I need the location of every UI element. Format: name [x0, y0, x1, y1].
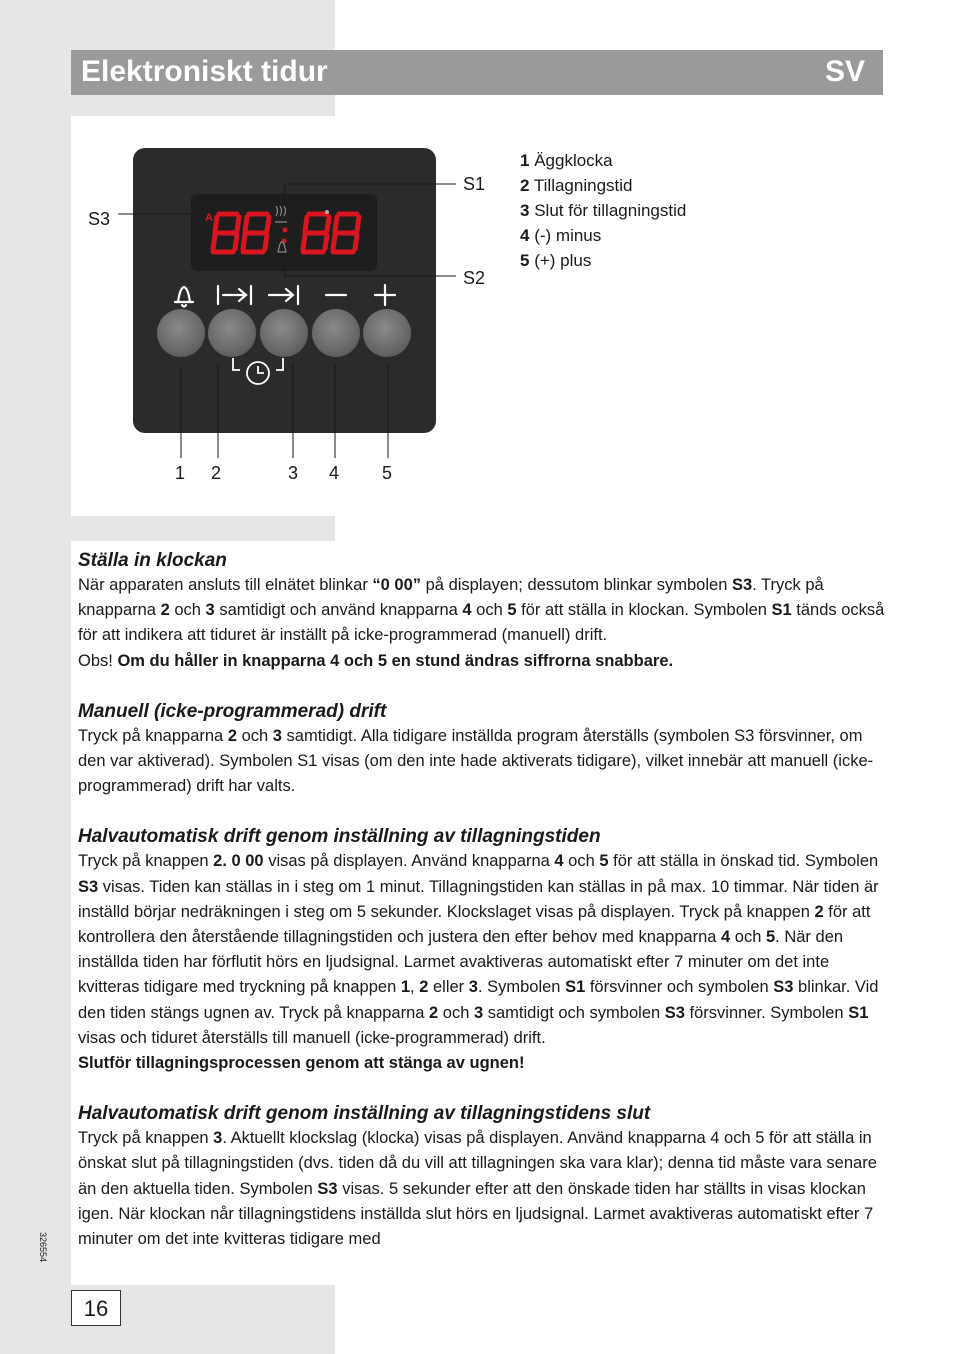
paragraph-note: Obs! Om du håller in knapparna 4 och 5 en stund ändras siffrorna snabbare.: [78, 651, 674, 670]
paragraph: Tryck på knapparna 2 och 3 samtidigt. Alla tidigare inställda program återställs (symbolen S3 försvinner, om den var aktiverad). Symbolen S1 visas (om den inte hade aktiverats tidigare), vilket innebär att manuell (icke-programmerad) drift har valts.: [78, 726, 874, 796]
button-number-4: 4: [329, 463, 340, 483]
page-title: Elektroniskt tidur: [81, 55, 328, 88]
legend-item: 4 (-) minus: [520, 226, 602, 245]
callout-s2: S2: [463, 268, 486, 288]
document-code: 326554: [38, 1232, 48, 1263]
section-heading: Manuell (icke-programmerad) drift: [78, 700, 387, 722]
button-number-1: 1: [175, 463, 186, 483]
button-number-3: 3: [288, 463, 299, 483]
paragraph: Tryck på knappen 2. 0 00 visas på displayen. Använd knapparna 4 och 5 för att ställa in önskad tid. Symbolen S3 visas. Tiden kan ställas in i steg om 1 minut. Tillagningstiden kan ställas in på max. 10 timmar. När tiden är inställd börjar nedräkningen i steg om 5 sekunder. Klockslaget visas på displayen. Tryck på knappen 2 för att kontrollera den återstående tillagningstiden och justera den efter behov med knapparna 4 och 5. När den inställda tiden har förflutit hörs en ljudsignal. Larmet avaktiveras automatiskt efter 7 minuter om det inte kvitteras tidigare med tryckning på knappen 1, 2 eller 3. Symbolen S1 försvinner och symbolen S3 blinkar. Vid den tiden stängs ugnen av. Tryck på knapparna 2 och 3 samtidigt och symbolen S3 försvinner. Symbolen S1 visas och tiduret återställs till manuell (icke-programmerad) drift.: [78, 852, 879, 1047]
section-heading: Halvautomatisk drift genom inställning av tillagningstidens slut: [78, 1103, 651, 1125]
section-heading: Halvautomatisk drift genom inställning av tillagningstiden: [78, 826, 601, 848]
section-heading: Ställa in klockan: [78, 550, 227, 571]
callout-s1: S1: [463, 174, 486, 194]
indicator-a: A: [205, 212, 213, 224]
button-number-5: 5: [382, 463, 393, 483]
button-legend: [520, 148, 686, 273]
legend-item: 3 Slut för tillagningstid: [520, 201, 687, 220]
body-text: [78, 548, 888, 1252]
paragraph: När apparaten ansluts till elnätet blinkar “0 00” på displayen; dessutom blinkar symbolen S3. Tryck på knapparna 2 och 3 samtidigt och använd knapparna 4 och 5 för att ställa in klockan. Symbolen S1 tänds också för att indikera att tiduret är inställt på icke-programmerad (manuell) drift.: [78, 576, 885, 645]
paragraph: Tryck på knappen 3. Aktuellt klockslag (klocka) visas på displayen. Använd knapparna 4 och 5 för att ställa in önskat slut på tillagningstiden (dvs. tiden då du vill att tillagningen ska vara klar); denna tid måste vara senare än den aktuella tiden. Symbolen S3 visas. 5 sekunder efter att den önskade tiden har ställts in visas klockan igen. När klockan når tillagningstidens inställda slut hörs en ljudsignal. Larmet avaktiveras automatiskt efter 7 minuter om det inte kvitteras tidigare med: [78, 1129, 877, 1249]
page-number: 16: [71, 1290, 121, 1326]
legend-item: 5 (+) plus: [520, 251, 592, 270]
callout-s3: S3: [88, 209, 111, 229]
button-number-2: 2: [211, 463, 222, 483]
language-code: SV: [824, 55, 865, 88]
bold-instruction: Slutför tillagningsprocessen genom att stänga av ugnen!: [78, 1054, 525, 1073]
legend-item: 2 Tillagningstid: [520, 176, 633, 195]
legend-item: 1 Äggklocka: [520, 151, 613, 170]
